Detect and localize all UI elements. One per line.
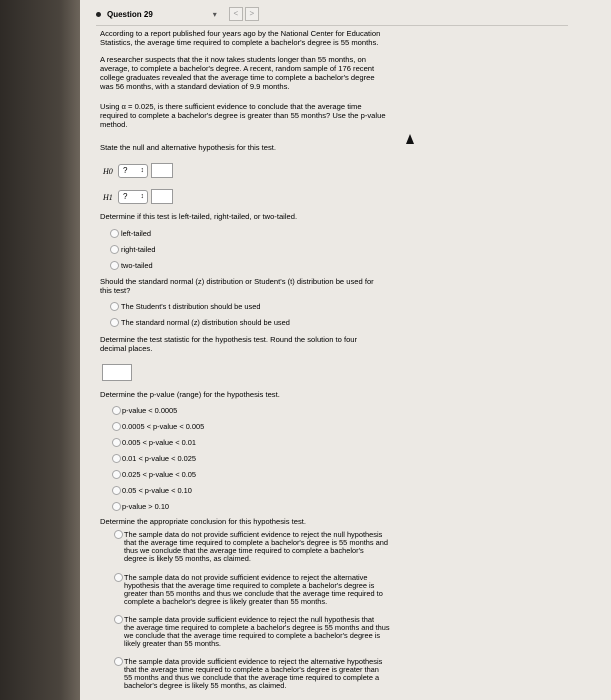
option-label: 0.05 < p-value < 0.10 xyxy=(122,486,192,495)
h0-label: H0 xyxy=(103,167,113,176)
next-question-button[interactable]: > xyxy=(245,7,259,21)
intro-line: required to complete a bachelor's degree is greater than 55 months? Use the p-value xyxy=(100,111,386,120)
option-label: p-value < 0.0005 xyxy=(122,406,178,415)
radio-conclusion[interactable] xyxy=(114,657,123,666)
option-label: we conclude that the average time required to complete a bachelor's degree is xyxy=(124,631,381,640)
radio-two-tailed[interactable] xyxy=(110,261,119,270)
option-label: The sample data provide sufficient evidence to reject the alternative hypothesis xyxy=(124,657,383,666)
radio-conclusion[interactable] xyxy=(114,615,123,624)
radio-right-tailed[interactable] xyxy=(110,245,119,254)
question-header xyxy=(96,6,576,22)
option-label: two-tailed xyxy=(121,261,153,270)
radio-pvalue[interactable] xyxy=(112,438,121,447)
option-label: The sample data provide sufficient evidence to reject the null hypothesis that xyxy=(124,615,375,624)
h1-operator-select[interactable] xyxy=(118,190,148,204)
tail-prompt: Determine if this test is left-tailed, right-tailed, or two-tailed. xyxy=(100,212,298,221)
distribution-prompt: this test? xyxy=(100,286,131,295)
intro-line: According to a report published four years ago by the National Center for Education xyxy=(100,29,381,38)
intro-line: average, to complete a bachelor's degree. A recent, random sample of 176 recent xyxy=(100,64,375,73)
option-label: 0.0005 < p-value < 0.005 xyxy=(122,422,205,431)
test-statistic-input[interactable] xyxy=(102,364,132,381)
option-label: 55 months and thus we conclude that the average time required to complete a xyxy=(124,673,380,682)
option-label: the average time required to complete a bachelor's degree is 55 months and thus xyxy=(124,623,390,632)
mouse-pointer-icon xyxy=(406,134,414,144)
option-label: The Student's t distribution should be used xyxy=(121,302,261,311)
option-label: degree is likely 55 months, as claimed. xyxy=(124,554,251,563)
h0-value-input[interactable] xyxy=(151,163,173,178)
radio-pvalue[interactable] xyxy=(112,470,121,479)
option-label: The standard normal (z) distribution should be used xyxy=(121,318,290,327)
h0-operator-select[interactable] xyxy=(118,164,148,178)
header-divider xyxy=(96,25,568,26)
option-label: The sample data do not provide sufficient evidence to reject the null hypothesis xyxy=(124,530,383,539)
question-title: Question 29 xyxy=(107,9,153,19)
select-caret-icon: ↕ xyxy=(140,193,144,200)
radio-z-distribution[interactable] xyxy=(110,318,119,327)
h1-label: H1 xyxy=(103,193,113,202)
intro-line: was 56 months, with a standard deviation of 9.9 months. xyxy=(100,82,290,91)
option-label: likely greater than 55 months. xyxy=(124,639,221,648)
option-label: The sample data do not provide sufficient evidence to reject the alternative xyxy=(124,573,368,582)
question-nav xyxy=(229,7,259,21)
statistic-prompt: decimal places. xyxy=(100,344,153,353)
option-label: bachelor's degree is likely 55 months, as claimed. xyxy=(124,681,287,690)
option-label: thus we conclude that the average time required to complete a bachelor's xyxy=(124,546,364,555)
prev-question-button[interactable]: < xyxy=(229,7,243,21)
radio-pvalue[interactable] xyxy=(112,454,121,463)
option-label: 0.005 < p-value < 0.01 xyxy=(122,438,196,447)
radio-conclusion[interactable] xyxy=(114,573,123,582)
radio-pvalue[interactable] xyxy=(112,406,121,415)
option-label: hypothesis that the average time required to complete a bachelor's degree is xyxy=(124,581,375,590)
distribution-prompt: Should the standard normal (z) distribution or Student's (t) distribution be used for xyxy=(100,277,374,286)
option-label: 0.025 < p-value < 0.05 xyxy=(122,470,196,479)
option-label: that the average time required to complete a bachelor's degree is greater than xyxy=(124,665,379,674)
intro-line: Statistics, the average time required to complete a bachelor's degree is 55 months. xyxy=(100,38,379,47)
option-label: p-value > 0.10 xyxy=(122,502,170,511)
radio-left-tailed[interactable] xyxy=(110,229,119,238)
intro-line: college graduates revealed that the average time to complete a bachelor's degree xyxy=(100,73,375,82)
select-caret-icon: ↕ xyxy=(140,167,144,174)
intro-line: A researcher suspects that the it now takes students longer than 55 months, on xyxy=(100,55,366,64)
radio-pvalue[interactable] xyxy=(112,486,121,495)
option-label: left-tailed xyxy=(121,229,151,238)
radio-conclusion[interactable] xyxy=(114,530,123,539)
option-label: 0.01 < p-value < 0.025 xyxy=(122,454,196,463)
statistic-prompt: Determine the test statistic for the hypothesis test. Round the solution to four xyxy=(100,335,358,344)
intro-line: Using α = 0.025, is there sufficient evidence to conclude that the average time xyxy=(100,102,362,111)
radio-t-distribution[interactable] xyxy=(110,302,119,311)
option-label: complete a bachelor's degree is likely greater than 55 months. xyxy=(124,597,328,606)
intro-line: method. xyxy=(100,120,128,129)
status-dot-icon xyxy=(96,12,101,17)
option-label: greater than 55 months and thus we conclude that the average time required to xyxy=(124,589,383,598)
option-label: that the average time required to complete a bachelor's degree is 55 months and xyxy=(124,538,388,547)
pvalue-prompt: Determine the p-value (range) for the hypothesis test. xyxy=(100,390,280,399)
h0-select-value: ? xyxy=(123,166,128,175)
conclusion-prompt: Determine the appropriate conclusion for this hypothesis test. xyxy=(100,517,306,526)
hypothesis-prompt: State the null and alternative hypothesis for this test. xyxy=(100,143,277,152)
radio-pvalue[interactable] xyxy=(112,422,121,431)
h1-value-input[interactable] xyxy=(151,189,173,204)
option-label: right-tailed xyxy=(121,245,156,254)
h1-select-value: ? xyxy=(123,192,128,201)
radio-pvalue[interactable] xyxy=(112,502,121,511)
question-menu-caret[interactable]: ▾ xyxy=(212,9,217,19)
